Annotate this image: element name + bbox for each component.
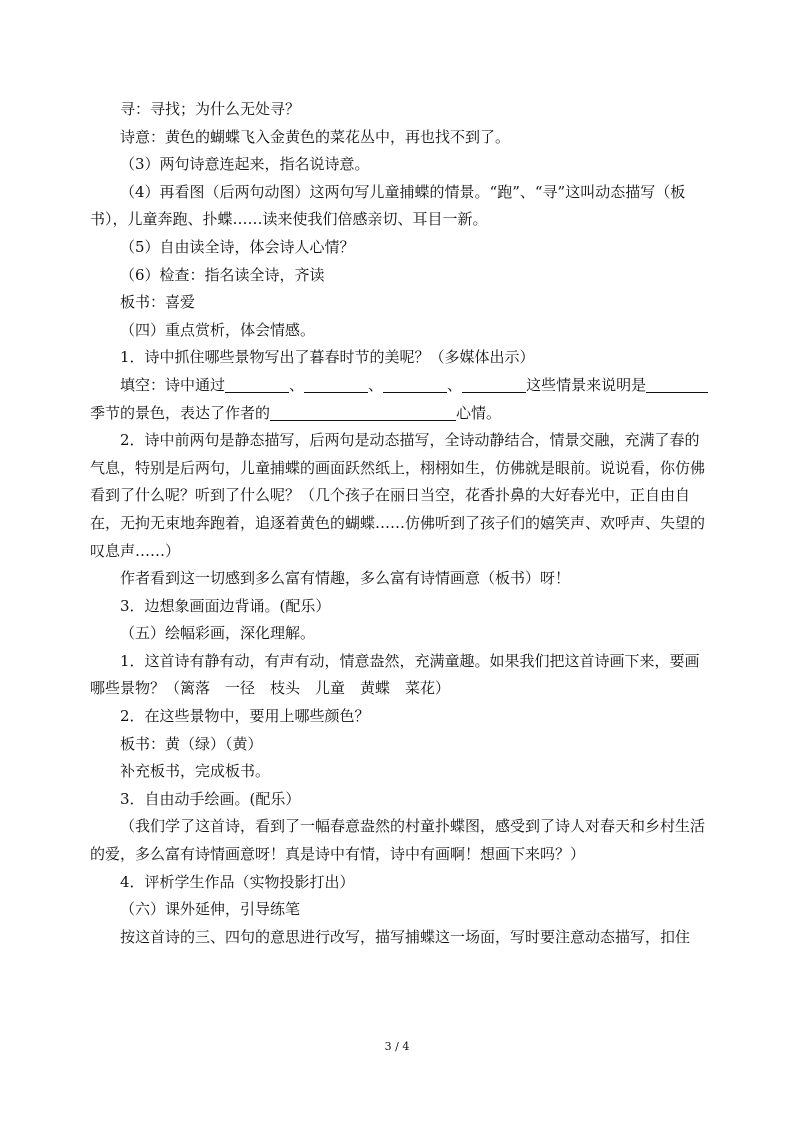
fill-end: 心情。 [456,403,502,422]
fill-mid: 这些情景来说明是 [526,375,647,394]
answer-blank [646,375,708,393]
answer-blank [225,375,289,393]
answer-blank [270,403,456,421]
fill-separator: 、 [447,375,463,394]
document-body [90,96,714,951]
answer-blank [462,375,526,393]
paragraph: 2．诗中前两句是静态描写，后两句是动态描写，全诗动静结合，情景交融，充满了春的气息，特别是后两句，儿童捕蝶的画面跃然纸上，栩栩如生，仿佛就是眼前。说说看，你仿佛看到了什么呢？听到了什么呢？（几个孩子在丽日当空，花香扑鼻的大好春光中，正自由自在，无拘无束地奔跑着，追逐着黄色的蝴蝶……仿佛听到了孩子们的嬉笑声、欢呼声、失望的叹息声……） [90,431,706,560]
paragraph: （5）自由读全诗，体会诗人心情？ [120,237,355,256]
paragraph: （我们学了这首诗，看到了一幅春意盎然的村童扑蝶图，感受到了诗人对春天和乡村生活的爱，多么富有诗情画意呀！真是诗中有情，诗中有画啊！想画下来吗？） [90,817,706,864]
paragraph: （6）检查：指名读全诗，齐读 [120,265,325,284]
paragraph: 1．诗中抓住哪些景物写出了暮春时节的美呢？（多媒体出示） [120,348,535,367]
paragraph: 3．自由动手绘画。(配乐） [120,789,301,808]
paragraph: （4）再看图（后两句动图）这两句写儿童捕蝶的情景。“跑”、“寻”这叫动态描写（板书），儿童奔跑、扑蝶……读来使我们倍感亲切、耳目一新。 [90,182,686,229]
paragraph: （五）绘幅彩画，深化理解。 [120,624,316,643]
page-number: 3 / 4 [384,1040,410,1053]
paragraph: 2．在这些景物中，要用上哪些颜色？ [120,707,370,726]
paragraph: （四）重点赏析，体会情感。 [120,320,316,339]
fill-separator: 、 [289,375,305,394]
paragraph: 板书：喜爱 [120,293,196,312]
answer-blank [383,375,447,393]
fill-in-blank-question [90,372,714,400]
paragraph: 诗意：黄色的蝴蝶飞入金黄色的菜花丛中，再也找不到了。 [120,127,511,146]
paragraph: 1．这首诗有静有动，有声有动，情意盎然，充满童趣。如果我们把这首诗画下来，要画哪些景物？（篱落 一径 枝头 儿童 黄蝶 菜花） [90,651,700,698]
paragraph: 寻：寻找；为什么无处寻？ [120,100,301,118]
paragraph: 补充板书，完成板书。 [120,762,271,781]
paragraph: （六）课外延伸，引导练笔 [120,900,301,919]
paragraph: 3．边想象画面边背诵。(配乐） [120,596,331,615]
paragraph: 4．评析学生作品（实物投影打出） [120,872,355,891]
answer-blank [304,375,368,393]
paragraph: 板书：黄（绿）（黄） [120,734,263,753]
fill-lead: 填空：诗中通过 [120,375,226,394]
paragraph: 作者看到这一切感到多么富有情趣，多么富有诗情画意（板书）呀！ [120,569,571,588]
paragraph: 按这首诗的三、四句的意思进行改写，描写捕蝶这一场面，写时要注意动态描写，扣住 [120,927,691,946]
fill-separator: 、 [368,375,384,394]
paragraph: （3）两句诗意连起来，指名说诗意。 [120,155,370,174]
fill-line2-start: 季节的景色，表达了作者的 [90,403,271,422]
fill-in-blank-question-continued [90,400,714,428]
